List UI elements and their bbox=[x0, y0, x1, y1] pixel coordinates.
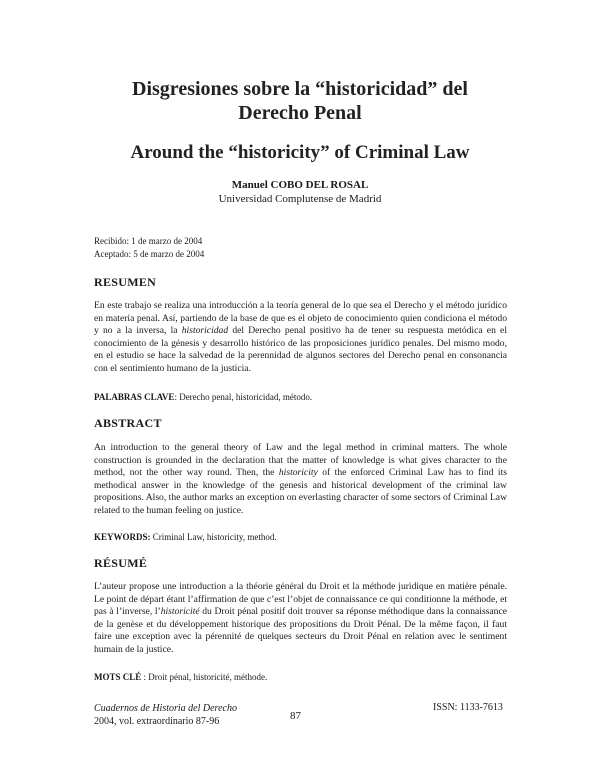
journal-name: Cuadernos de Historia del Derecho bbox=[94, 703, 237, 714]
resume-text: L’auteur propose une introduction a la théorie général du Droit et la méthode juridique en matière pénale. Le point de départ étant l’affirmation de que c’est l’objet de connaissance ce qui conditionne la méthode, et pas à l’inverse, l’historicité du Droit pénal positif doit trouver sa réponse méthodique dans la connaissance de la genèse et du développement historique des propositions du Droit Pénal. De la même façon, il faut faire une exception avec la pérennité de quelques secteurs du Droit Pénal en relation avec le sentiment humain de la justice. bbox=[94, 581, 507, 655]
resume-heading: RÉSUMÉ bbox=[94, 556, 148, 570]
author-block bbox=[60, 178, 540, 206]
abstract-keywords bbox=[94, 531, 507, 543]
abstract-keywords-list: Criminal Law, historicity, method. bbox=[150, 532, 277, 542]
received-date: Recibido: 1 de marzo de 2004 bbox=[94, 236, 203, 246]
resumen-heading: RESUMEN bbox=[94, 275, 157, 289]
resumen-keywords-label: PALABRAS CLAVE bbox=[94, 392, 175, 402]
english-title: Around the “historicity” of Criminal Law bbox=[130, 142, 470, 163]
journal-issue: 2004, vol. extraordinario 87-96 bbox=[94, 716, 220, 727]
abstract-heading: ABSTRACT bbox=[94, 416, 162, 430]
issn: ISSN: 1133-7613 bbox=[433, 702, 503, 713]
resume-keywords bbox=[94, 671, 507, 683]
resume-keywords-label: MOTS CLÉ bbox=[94, 672, 142, 682]
spanish-title-line-2: Derecho Penal bbox=[238, 102, 362, 124]
abstract-keywords-label: KEYWORDS: bbox=[94, 532, 151, 542]
author-affiliation: Universidad Complutense de Madrid bbox=[218, 193, 382, 205]
journal-citation bbox=[94, 702, 237, 728]
resumen-keywords-list: : Derecho penal, historicidad, método. bbox=[174, 392, 313, 402]
spanish-title bbox=[60, 77, 540, 125]
accepted-date: Aceptado: 5 de marzo de 2004 bbox=[94, 249, 205, 259]
resumen-keywords bbox=[94, 391, 507, 403]
author-name: Manuel COBO DEL ROSAL bbox=[231, 179, 369, 191]
submission-dates bbox=[94, 235, 204, 261]
page-number: 87 bbox=[290, 710, 301, 722]
resumen-text: En este trabajo se realiza una introducción a la teoría general de lo que sea el Derecho y el método jurídico en materia penal. Así, partiendo de la base de que es el objeto de conocimiento quien condiciona el método y no a la inversa, la historicidad del Derecho penal positivo ha de tener su respuesta metódica en el conocimiento de la génesis y desarrollo histórico de las proposiciones jurídico penales. Del mismo modo, en el estudio se hace la salvedad de la perennidad de algunos sectores del Derecho penal en consonancia con el sentimiento humano de la justicia. bbox=[94, 300, 507, 374]
spanish-title-line-1: Disgresiones sobre la “historicidad” del bbox=[132, 78, 468, 100]
resume-keywords-list: : Droit pénal, historicité, méthode. bbox=[141, 672, 268, 682]
abstract-text: An introduction to the general theory of Law and the legal method in criminal matters. The whole construction is grounded in the declaration that the matter of knowledge is what gives character to the method, not the other way round. Then, the historicity of the enforced Criminal Law has to find its methodical answer in the knowledge of the genesis and historical development of the criminal law propositions. Also, the author marks an exception on everlasting character of some sectors of Criminal Law related to the human feeling on justice. bbox=[94, 442, 507, 516]
